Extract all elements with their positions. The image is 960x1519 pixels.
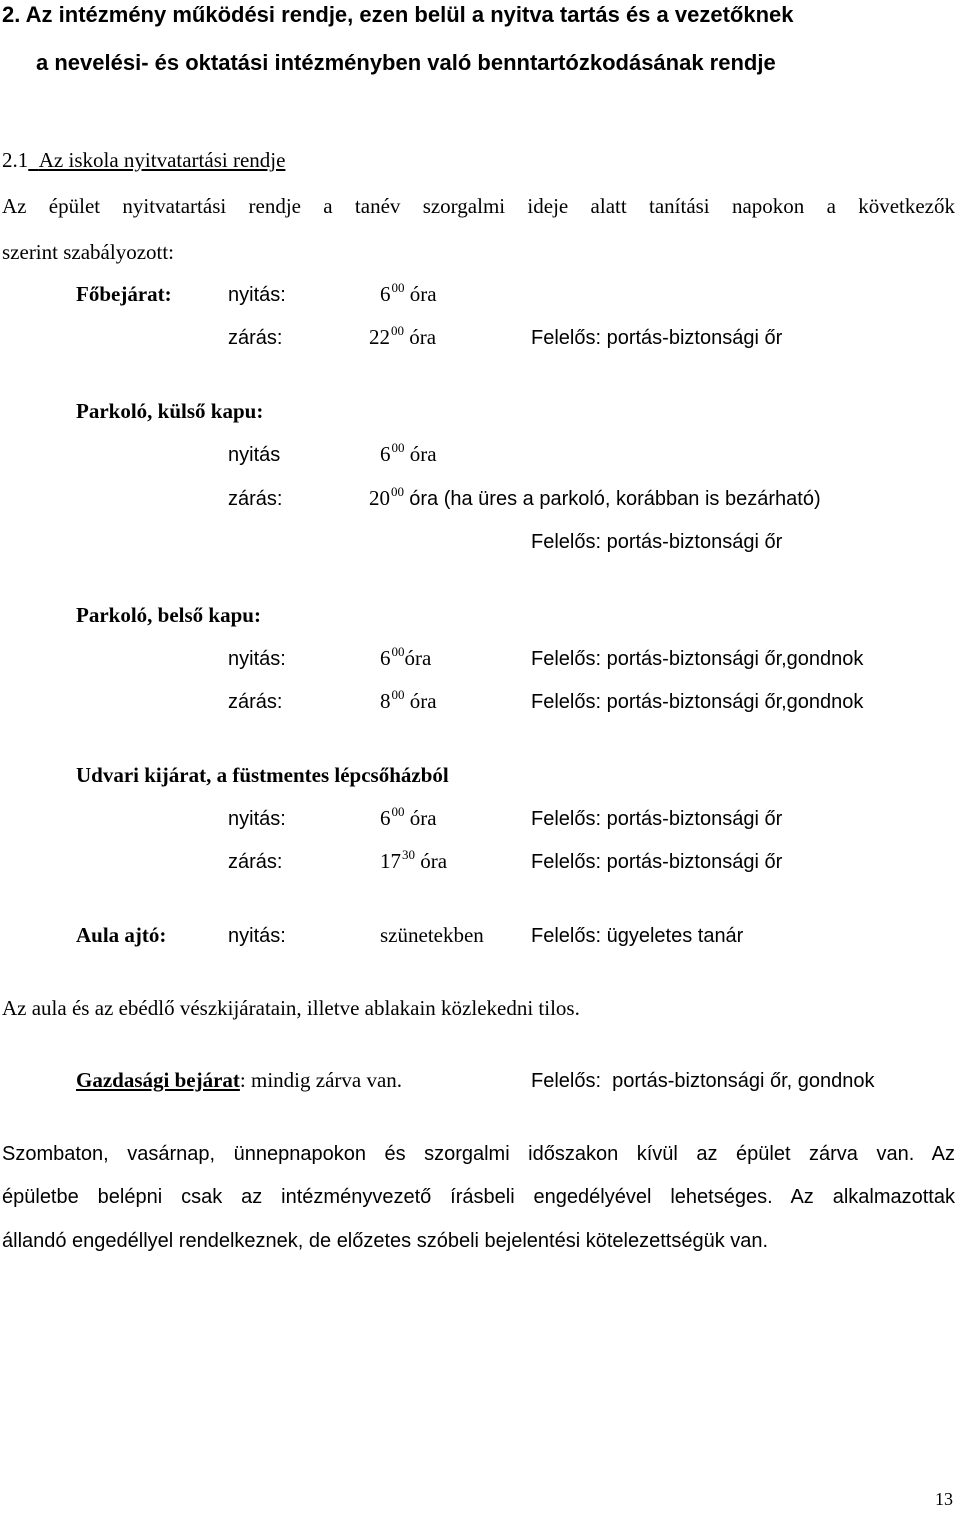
fobejarat-responsible: Felelős: portás-biztonsági őr [531,327,783,349]
gazdasagi-row [76,1070,402,1091]
udvari-close-time: $17^{30}$ óra [380,847,448,873]
udvari-close-responsible: Felelős: portás-biztonsági őr [531,851,783,873]
fobejarat-label: Főbejárat: [76,282,172,306]
kulso-kapu-open-label: nyitás [228,444,281,466]
kulso-kapu-close-time: $20^{00}$ óra (ha üres a parkoló, korábban is bezárható) [369,484,821,510]
closing-line-3: állandó engedéllyel rendelkeznek, de előzetes szóbeli bejelentési kötelezettségük van. [2,1230,769,1252]
udvari-open-label: nyitás: [228,808,286,830]
aula-open-value: szünetekben [380,923,484,947]
section-title: Az iskola nyitvatartási rendje [38,148,286,172]
belso-kapu-label: Parkoló, belső kapu: [76,603,261,627]
kulso-kapu-label: Parkoló, külső kapu: [76,399,264,423]
heading-line-1: 2. Az intézmény működési rendje, ezen belül a nyitva tartás és a vezetőknek [2,2,794,27]
intro-line-1: Az épület nyitvatartási rendje a tanév szorgalmi ideje alatt tanítási napokon a következők [2,194,955,218]
closing-line-2: épületbe belépni csak az intézményvezető írásbeli engedélyével lehetséges. Az alkalmazottak [2,1186,955,1208]
gazdasagi-label: Gazdasági bejárat [76,1068,240,1092]
aula-label: Aula ajtó: [76,923,167,947]
belso-kapu-open-label: nyitás: [228,648,286,670]
aula-responsible: Felelős: ügyeletes tanár [531,925,744,947]
belso-kapu-close-responsible: Felelős: portás-biztonsági őr,gondnok [531,691,864,713]
udvari-close-label: zárás: [228,851,283,873]
gazdasagi-responsible: Felelős: portás-biztonsági őr, gondnok [531,1070,875,1092]
aula-note: Az aula és az ebédlő vészkijáratain, illetve ablakain közlekedni tilos. [2,996,580,1020]
kulso-kapu-responsible: Felelős: portás-biztonsági őr [531,531,783,553]
page-number: 13 [935,1489,953,1509]
gazdasagi-text: : mindig zárva van. [239,1068,403,1092]
aula-open-label: nyitás: [228,925,286,947]
fobejarat-close-time: $22^{00}$ óra [369,323,437,349]
kulso-kapu-open-time: $6^{00}$ óra [380,440,437,466]
belso-kapu-open-time: $6^{00}óra$ [380,644,432,670]
fobejarat-open-time: $6^{00}$ óra [380,280,437,306]
udvari-open-responsible: Felelős: portás-biztonsági őr [531,808,783,830]
belso-kapu-open-responsible: Felelős: portás-biztonsági őr,gondnok [531,648,864,670]
fobejarat-close-label: zárás: [228,327,283,349]
udvari-open-time: $6^{00}$ óra [380,804,437,830]
udvari-label: Udvari kijárat, a füstmentes lépcsőházból [76,763,449,787]
section-number: 2.1 [2,148,29,172]
closing-line-1: Szombaton, vasárnap, ünnepnapokon és szorgalmi időszakon kívül az épület zárva van. Az [2,1143,955,1165]
section-heading [2,150,285,171]
belso-kapu-close-label: zárás: [228,691,283,713]
heading-line-2: a nevelési- és oktatási intézményben való benntartózkodásának rendje [36,50,776,75]
belso-kapu-close-time: $8^{00}$ óra [380,687,437,713]
intro-line-2: szerint szabályozott: [2,240,175,264]
kulso-kapu-close-label: zárás: [228,488,283,510]
fobejarat-open-label: nyitás: [228,284,286,306]
